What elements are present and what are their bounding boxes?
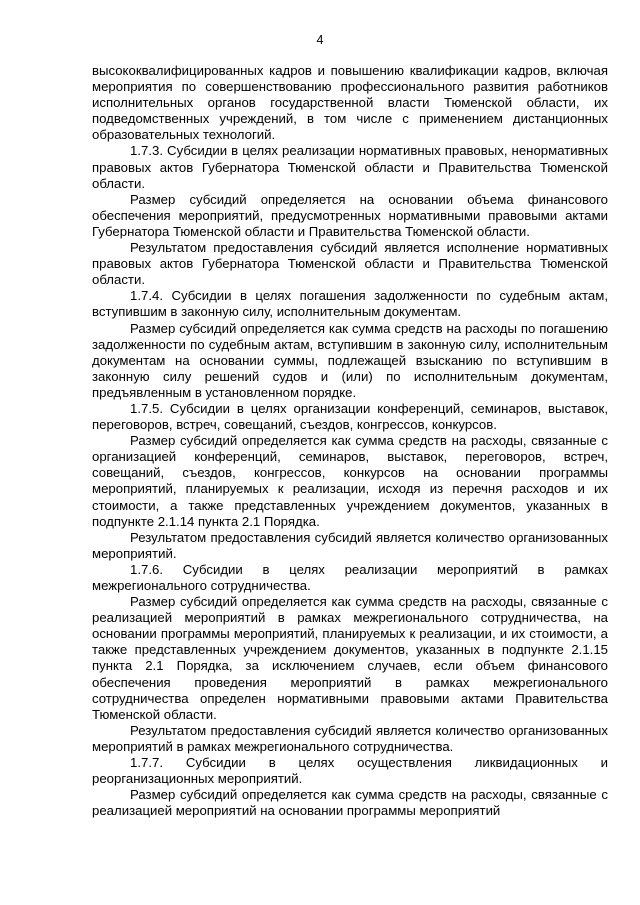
paragraph: 1.7.7. Субсидии в целях осуществления ликвидационных и реорганизационных мероприятий.: [92, 755, 608, 787]
paragraph: Результатом предоставления субсидий является количество организованных мероприятий.: [92, 529, 608, 561]
paragraph: Размер субсидий определяется как сумма средств на расходы, связанные с реализацией мероприятий в рамках межрегионального сотрудничества, на основании программы мероприятий, планируемых к реализации, и их стоимости, а также представленных учреждением документов, указанных в подпункте 2.1.15 пункта 2.1 Порядка, за исключением случаев, если объем финансового обеспечения проведения мероприятий в рамках межрегионального сотрудничества определен нормативными правовыми актами Правительства Тюменской области.: [92, 594, 608, 722]
paragraph: 1.7.6. Субсидии в целях реализации мероприятий в рамках межрегионального сотрудничества.: [92, 561, 608, 593]
paragraph: Размер субсидий определяется как сумма средств на расходы, связанные с реализацией мероприятий на основании программы мероприятий: [92, 787, 608, 819]
paragraph: 1.7.5. Субсидии в целях организации конференций, семинаров, выставок, переговоров, встреч, совещаний, съездов, конгрессов, конкурсов.: [92, 400, 608, 433]
paragraph: 1.7.4. Субсидии в целях погашения задолженности по судебным актам, вступившим в законную силу, исполнительным документам.: [92, 288, 608, 320]
paragraph: 1.7.3. Субсидии в целях реализации нормативных правовых, ненормативных правовых актов Губернатора Тюменской области и Правительства Тюменской области.: [92, 143, 608, 191]
page-number: 4: [316, 33, 324, 47]
paragraph: Результатом предоставления субсидий является количество организованных мероприятий в рамках межрегионального сотрудничества.: [92, 722, 608, 754]
document-body: [92, 63, 608, 819]
paragraph: Размер субсидий определяется как сумма средств на расходы по погашению задолженности по судебным актам, вступившим в законную силу, исполнительным документам на основании суммы, подлежащей взысканию по вступившим в законную силу решений судов и (или) по исполнительным документам, предъявленным в установленном порядке.: [92, 320, 608, 400]
paragraph: высококвалифицированных кадров и повышению квалификации кадров, включая мероприятия по совершенствованию профессионального развития работников исполнительных органов государственной власти Тюменской области, их подведомственных учреждений, в том числе с применением дистанционных образовательных технологий.: [92, 63, 608, 143]
paragraph: Размер субсидий определяется как сумма средств на расходы, связанные с организацией конференций, семинаров, выставок, переговоров, встреч, совещаний, съездов, конгрессов, конкурсов на основании программы мероприятий, планируемых к реализации, исходя из перечня расходов и их стоимости, а также представленных учреждением документов, указанных в подпункте 2.1.14 пункта 2.1 Порядка.: [92, 433, 608, 529]
paragraph: Размер субсидий определяется на основании объема финансового обеспечения мероприятий, предусмотренных нормативными правовыми актами Губернатора Тюменской области и Правительства Тюменской области.: [92, 191, 608, 239]
paragraph: Результатом предоставления субсидий является исполнение нормативных правовых актов Губернатора Тюменской области и Правительства Тюменской области.: [92, 240, 608, 288]
